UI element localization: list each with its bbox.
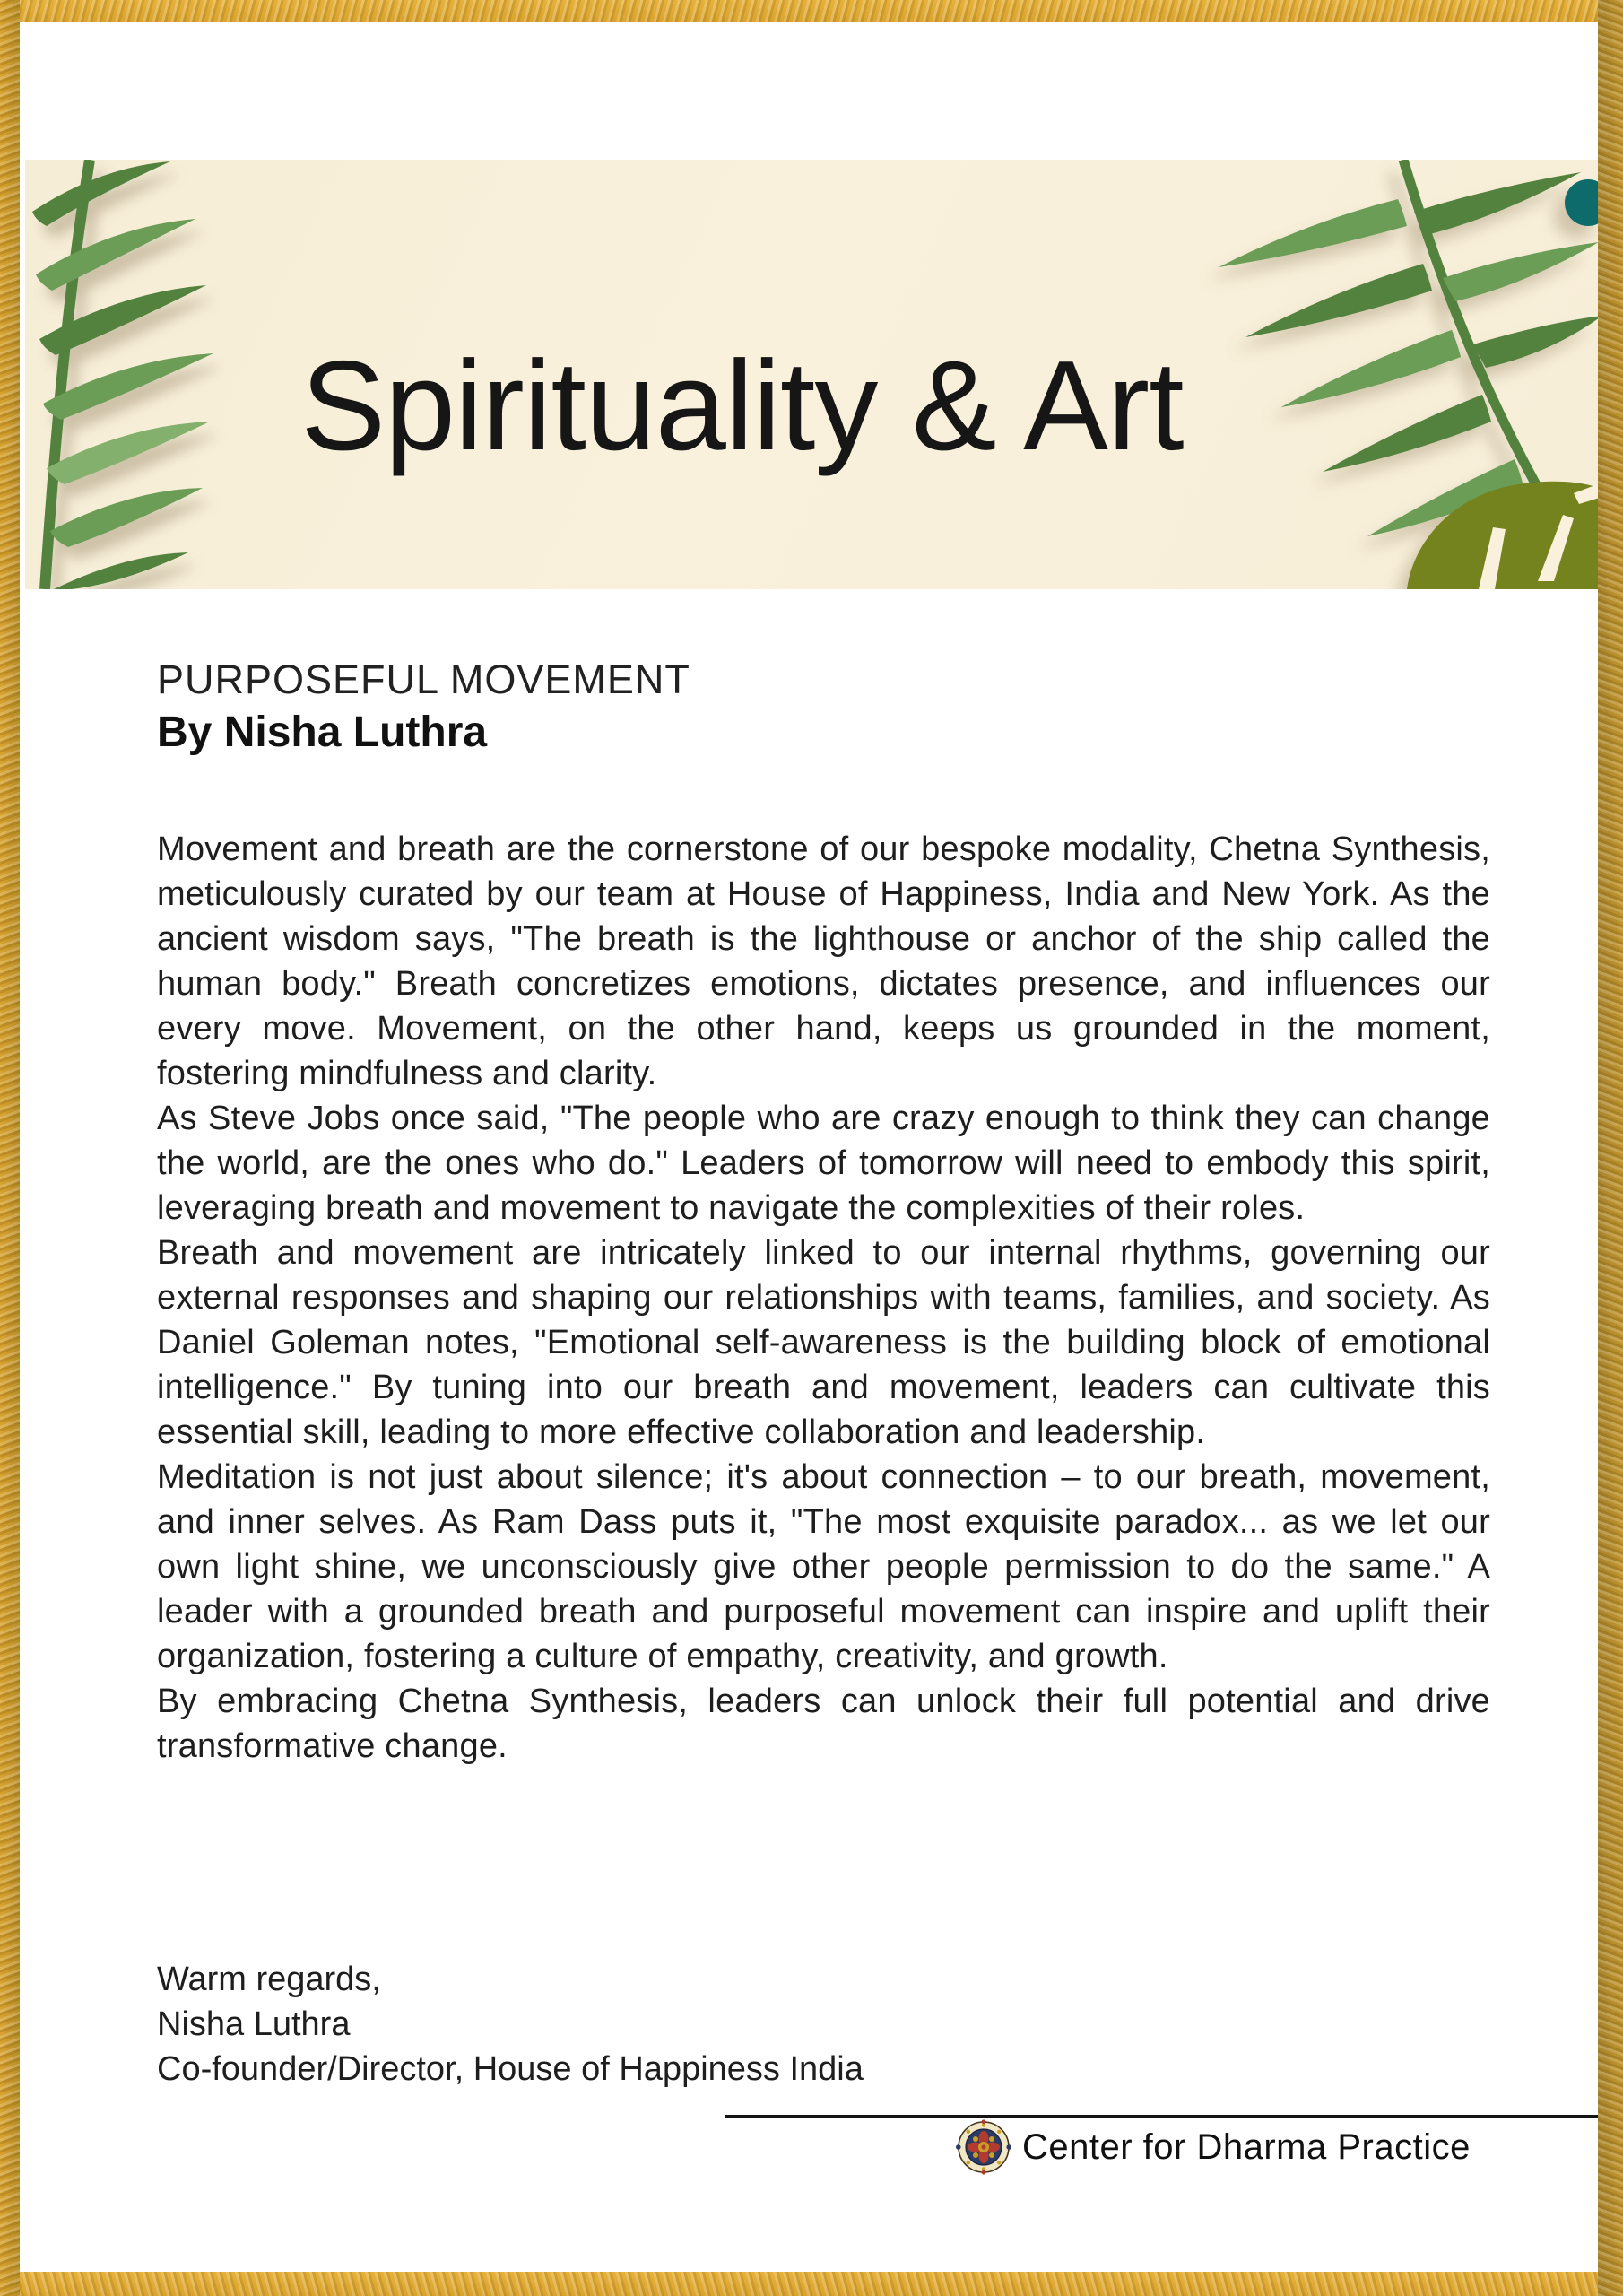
gold-frame-right <box>1598 0 1623 2296</box>
page-title: Spirituality & Art <box>300 335 1184 477</box>
article-paragraph: As Steve Jobs once said, "The people who are crazy enough to think they can change the world, are the ones who do." Leaders of tomorrow will need to embody this spirit, leveraging breath and movement to navigate the complexities of their roles. <box>157 1100 1490 1227</box>
header-banner <box>25 160 1602 589</box>
signoff-line: Nisha Luthra <box>157 2005 351 2043</box>
article-heading: PURPOSEFUL MOVEMENT <box>157 657 690 702</box>
footer-org-name: Center for Dharma Practice <box>1022 2126 1471 2167</box>
monstera-leaf-icon <box>1407 482 1602 589</box>
signature-block <box>157 1957 1490 2092</box>
gold-frame-left <box>0 0 20 2296</box>
article-paragraph: By embracing Chetna Synthesis, leaders can unlock their full potential and drive transformative change. <box>157 1683 1490 1765</box>
article-byline: By Nisha Luthra <box>157 709 488 756</box>
article-body <box>157 827 1490 1769</box>
dharma-mandala-logo-icon <box>956 2119 1011 2175</box>
article-paragraph: Meditation is not just about silence; it's about connection – to our breath, movement, and inner selves. As Ram Dass puts it, "The most exquisite paradox... as we let our own light shine, we unconsciously give other people permission to do the same." A leader with a grounded breath and purposeful movement can inspire and uplift their organization, fostering a culture of empathy, creativity, and growth. <box>157 1458 1490 1675</box>
footer <box>725 2115 1601 2175</box>
teal-accent <box>1565 179 1602 226</box>
article-paragraph: Breath and movement are intricately linked to our internal rhythms, governing our external responses and shaping our relationships with teams, families, and society. As Daniel Goleman notes, "Emotional self-awareness is the building block of emotional intelligence." By tuning into our breath and movement, leaders can cultivate this essential skill, leading to more effective collaboration and leadership. <box>157 1234 1490 1451</box>
signoff-line: Co-founder/Director, House of Happiness India <box>157 2050 864 2088</box>
signoff-line: Warm regards, <box>157 1961 381 1998</box>
article-paragraph: Movement and breath are the cornerstone of our bespoke modality, Chetna Synthesis, meticulously curated by our team at House of Happiness, India and New York. As the ancient wisdom says, "The breath is the lighthouse or anchor of the ship called the human body." Breath concretizes emotions, dictates presence, and influences our every move. Movement, on the other hand, keeps us grounded in the moment, fostering mindfulness and clarity. <box>157 831 1490 1092</box>
gold-frame-top <box>0 0 1623 22</box>
gold-frame-bottom <box>0 2272 1623 2296</box>
